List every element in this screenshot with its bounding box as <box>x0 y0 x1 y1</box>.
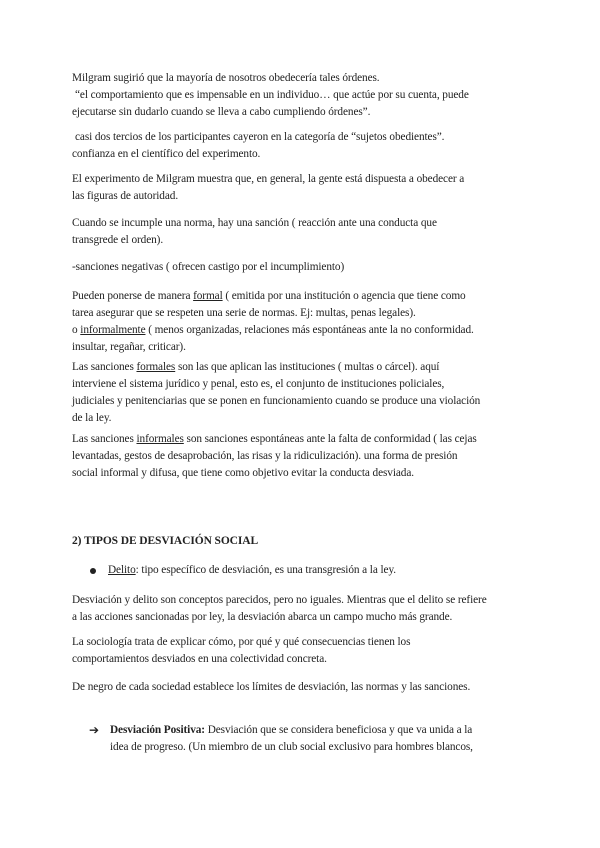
text-run: Las sanciones <box>72 433 137 445</box>
text-line: ejecutarse sin dudarlo cuando se lleva a cabo cumpliendo órdenes”. <box>72 106 371 118</box>
text-line: las figuras de autoridad. <box>72 190 179 202</box>
text-run: ( menos organizadas, relaciones más espontáneas ante la no conformidad. <box>145 324 474 336</box>
text-line: social informal y difusa, que tiene como objetivo evitar la conducta desviada. <box>72 467 414 479</box>
paragraph-sancion <box>72 215 532 249</box>
text-line: La sociología trata de explicar cómo, por qué y qué consecuencias tienen los <box>72 636 411 648</box>
text-line: a las acciones sancionadas por ley, la desviación abarca un campo mucho más grande. <box>72 611 453 623</box>
bold-term: Desviación Positiva: <box>110 724 205 736</box>
text-line: De negro de cada sociedad establece los límites de desviación, las normas y las sanciones. <box>72 681 471 693</box>
arrow-bullet-icon: ➔ <box>89 723 100 737</box>
underlined-term-formal: formal <box>193 290 223 302</box>
text-line: levantadas, gestos de desaprobación, las risas y la ridiculización). una forma de presión <box>72 450 458 462</box>
text-run: ( emitida por una institución o agencia que tiene como <box>222 290 466 302</box>
text-line: tarea asegurar que se respeten una serie de normas. Ej: multas, penas legales). <box>72 307 416 319</box>
section-heading: 2) TIPOS DE DESVIACIÓN SOCIAL <box>72 535 259 547</box>
underlined-term-informales: informales <box>136 433 184 445</box>
text-line: judiciales y penitenciarias que se ponen en funcionamiento cuando se produce una violación <box>72 395 481 407</box>
paragraph-sanciones-formales <box>72 359 532 427</box>
text-line: comportamientos desviados en una colectividad concreta. <box>72 653 327 665</box>
text-line: interviene el sistema jurídico y penal, esto es, el conjunto de instituciones policiales, <box>72 378 445 390</box>
underlined-term-delito: Delito <box>108 564 136 576</box>
arrow-item-desviacion-positiva <box>110 722 540 756</box>
paragraph-desviacion-delito <box>72 592 532 626</box>
text-line: “el comportamiento que es impensable en un individuo… que actúe por su cuenta, puede <box>75 89 469 101</box>
text-line: casi dos tercios de los participantes cayeron en la categoría de “sujetos obedientes”. <box>75 131 445 143</box>
text-line: -sanciones negativas ( ofrecen castigo por el incumplimiento) <box>72 261 345 273</box>
text-line: idea de progreso. (Un miembro de un club social exclusivo para hombres blancos, <box>110 741 473 753</box>
underlined-term-formales: formales <box>136 361 176 373</box>
text-line: El experimento de Milgram muestra que, en general, la gente está dispuesta a obedecer a <box>72 173 465 185</box>
paragraph-milgram <box>72 70 532 121</box>
bullet-item-delito <box>108 562 538 579</box>
text-run: son sanciones espontáneas ante la falta de conformidad ( las cejas <box>183 433 477 445</box>
text-line: transgrede el orden). <box>72 234 164 246</box>
paragraph-participants <box>72 129 532 163</box>
text-run: o <box>72 324 81 336</box>
paragraph-formal-informal <box>72 288 532 356</box>
paragraph-sanciones-negativas <box>72 259 532 276</box>
text-line: Desviación y delito son conceptos parecidos, pero no iguales. Mientras que el delito se refiere <box>72 594 487 606</box>
underlined-term-informalmente: informalmente <box>80 324 146 336</box>
text-line: Milgram sugirió que la mayoría de nosotros obedecería tales órdenes. <box>72 72 380 84</box>
paragraph-experiment <box>72 171 532 205</box>
paragraph-sociologia <box>72 634 532 668</box>
text-line: de la ley. <box>72 412 112 424</box>
text-run: Desviación que se considera beneficiosa y que va unida a la <box>204 724 473 736</box>
text-run: : tipo específico de desviación, es una transgresión a la ley. <box>135 564 396 576</box>
text-line: confianza en el científico del experimento. <box>72 148 261 160</box>
bullet-dot-icon <box>90 568 96 574</box>
text-line: Cuando se incumple una norma, hay una sanción ( reacción ante una conducta que <box>72 217 437 229</box>
text-run: Las sanciones <box>72 361 137 373</box>
text-run: Pueden ponerse de manera <box>72 290 194 302</box>
text-line: insultar, regañar, criticar). <box>72 341 186 353</box>
text-run: son las que aplican las instituciones ( multas o cárcel). aquí <box>175 361 440 373</box>
paragraph-limites <box>72 679 532 696</box>
paragraph-sanciones-informales <box>72 431 532 482</box>
